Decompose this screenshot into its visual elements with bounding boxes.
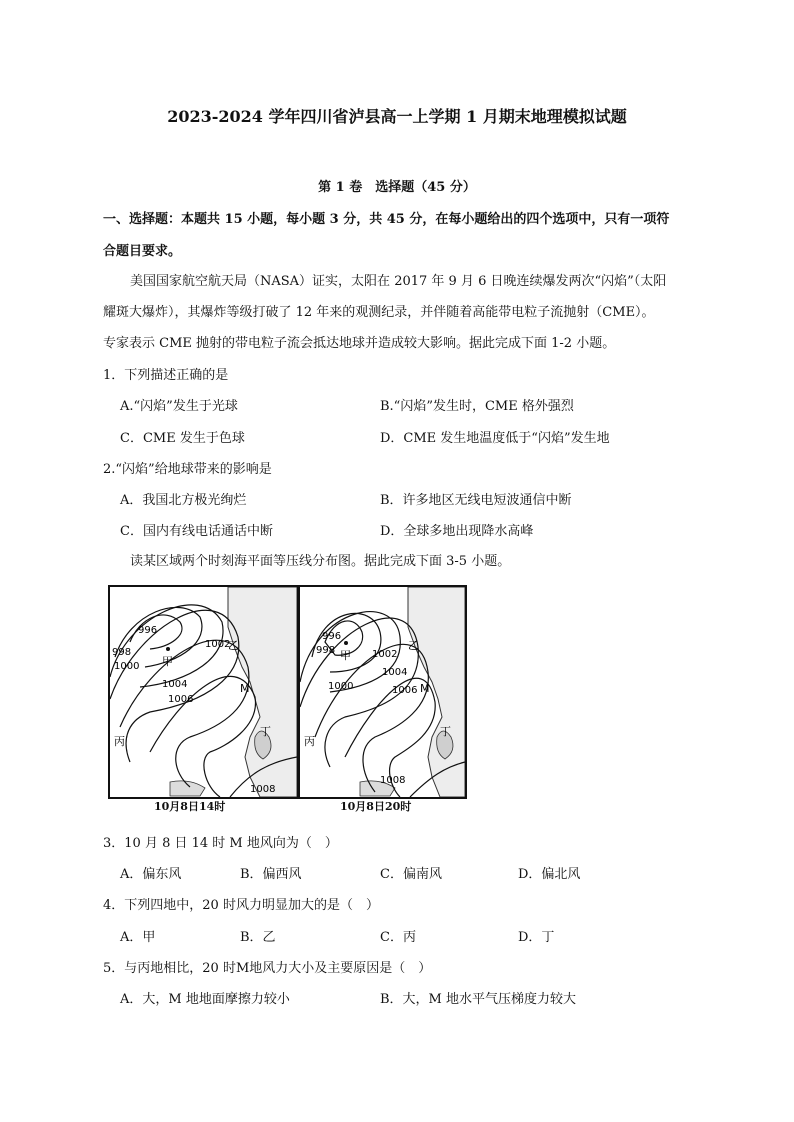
isobar-label: 1004 (382, 667, 408, 678)
isobar-label: 1002 (372, 649, 398, 660)
isobar-label: 1000 (328, 681, 354, 692)
passage1-line-3: 专家表示 CME 抛射的带电粒子流会抵达地球并造成较大影响。据此完成下面 1-2 小题。 (103, 336, 616, 351)
question-5-option-a: A．大，M 地地面摩擦力较小 (120, 992, 290, 1007)
place-label: 丁 (440, 725, 451, 738)
instruction-line-2: 合题目要求。 (103, 244, 182, 259)
page-title: 2023-2024 学年四川省泸县高一上学期 1 月期末地理模拟试题 (167, 107, 627, 126)
question-1-stem: 1．下列描述正确的是 (103, 368, 229, 383)
isobar-map-14h-drawing (110, 587, 297, 797)
question-2-option-d: D．全球多地出现降水高峰 (380, 524, 534, 539)
question-1-option-a: A.“闪焰”发生于光球 (120, 399, 238, 414)
passage1-line-2: 耀斑大爆炸），其爆炸等级打破了 12 年来的观测纪录，并伴随着高能带电粒子流抛射（CME）。 (103, 305, 655, 320)
question-3-option-b: B．偏西风 (240, 867, 302, 882)
question-5-stem: 5．与丙地相比，20 时M地风力大小及主要原因是（ ） (103, 961, 432, 976)
coast (170, 781, 205, 796)
place-label: M (240, 682, 250, 695)
isobar-label: 1006 (168, 694, 194, 705)
isobar-label: 998 (112, 647, 132, 658)
question-1-option-b: B.“闪焰”发生时，CME 格外强烈 (380, 399, 574, 414)
question-3-option-c: C．偏南风 (380, 867, 442, 882)
question-4-option-b: B．乙 (240, 930, 276, 945)
isobar-label: 998 (316, 645, 336, 656)
place-label: 乙 (408, 639, 419, 652)
place-label: 乙 (228, 639, 239, 652)
isobar-map-20h (298, 585, 467, 799)
place-marker (344, 641, 348, 645)
isobar-label: 996 (138, 625, 158, 636)
passage2: 读某区域两个时刻海平面等压线分布图。据此完成下面 3-5 小题。 (130, 554, 511, 569)
question-2-stem: 2.“闪焰”给地球带来的影响是 (103, 462, 272, 477)
map-caption-20h: 10月8日20时 (340, 800, 412, 813)
isobar-map-20h-drawing (300, 587, 465, 797)
isobar-1004 (315, 644, 428, 792)
isobar-label: 1002 (205, 639, 231, 650)
place-label: 丙 (114, 735, 125, 748)
question-3-option-d: D．偏北风 (518, 867, 581, 882)
place-label: M (420, 682, 430, 695)
isobar-map-14h (108, 585, 299, 799)
isobar-label: 1006 (392, 685, 418, 696)
isobar-998 (115, 607, 202, 667)
question-4-stem: 4．下列四地中，20 时风力明显加大的是（ ） (103, 898, 379, 913)
isobar-label: 1008 (250, 784, 276, 795)
question-2-option-a: A．我国北方极光绚烂 (120, 493, 247, 508)
place-label: 丙 (304, 735, 315, 748)
question-1-option-d: D．CME 发生地温度低于“闪焰”发生地 (380, 431, 610, 446)
instruction-line-1: 一、选择题：本题共 15 小题，每小题 3 分，共 45 分，在每小题给出的四个选项中，只有一项符 (103, 212, 670, 227)
question-2-option-c: C．国内有线电话通话中断 (120, 524, 273, 539)
passage1-line-1: 美国国家航空航天局（NASA）证实，太阳在 2017 年 9 月 6 日晚连续爆发两次“闪焰”（太阳 (130, 274, 667, 289)
isobar-label: 1004 (162, 679, 188, 690)
isobar-label: 1008 (380, 775, 406, 786)
question-3-stem: 3．10 月 8 日 14 时 M 地风向为（ ） (103, 836, 338, 851)
map-caption-14h: 10月8日14时 (154, 800, 226, 813)
isobar-label: 996 (322, 631, 342, 642)
sea-region (228, 587, 297, 797)
question-2-option-b: B．许多地区无线电短波通信中断 (380, 493, 572, 508)
place-label: 甲 (340, 649, 351, 662)
question-1-option-c: C．CME 发生于色球 (120, 431, 245, 446)
question-5-option-b: B．大，M 地水平气压梯度力较大 (380, 992, 576, 1007)
place-marker (166, 647, 170, 651)
place-label: 丁 (260, 725, 271, 738)
question-3-option-a: A．偏东风 (120, 867, 182, 882)
question-4-option-a: A．甲 (120, 930, 156, 945)
place-label: 甲 (162, 655, 173, 668)
section-heading: 第 1 卷 选择题（45 分） (318, 180, 476, 195)
question-4-option-c: C．丙 (380, 930, 416, 945)
isobar-label: 1000 (114, 661, 140, 672)
question-4-option-d: D．丁 (518, 930, 555, 945)
